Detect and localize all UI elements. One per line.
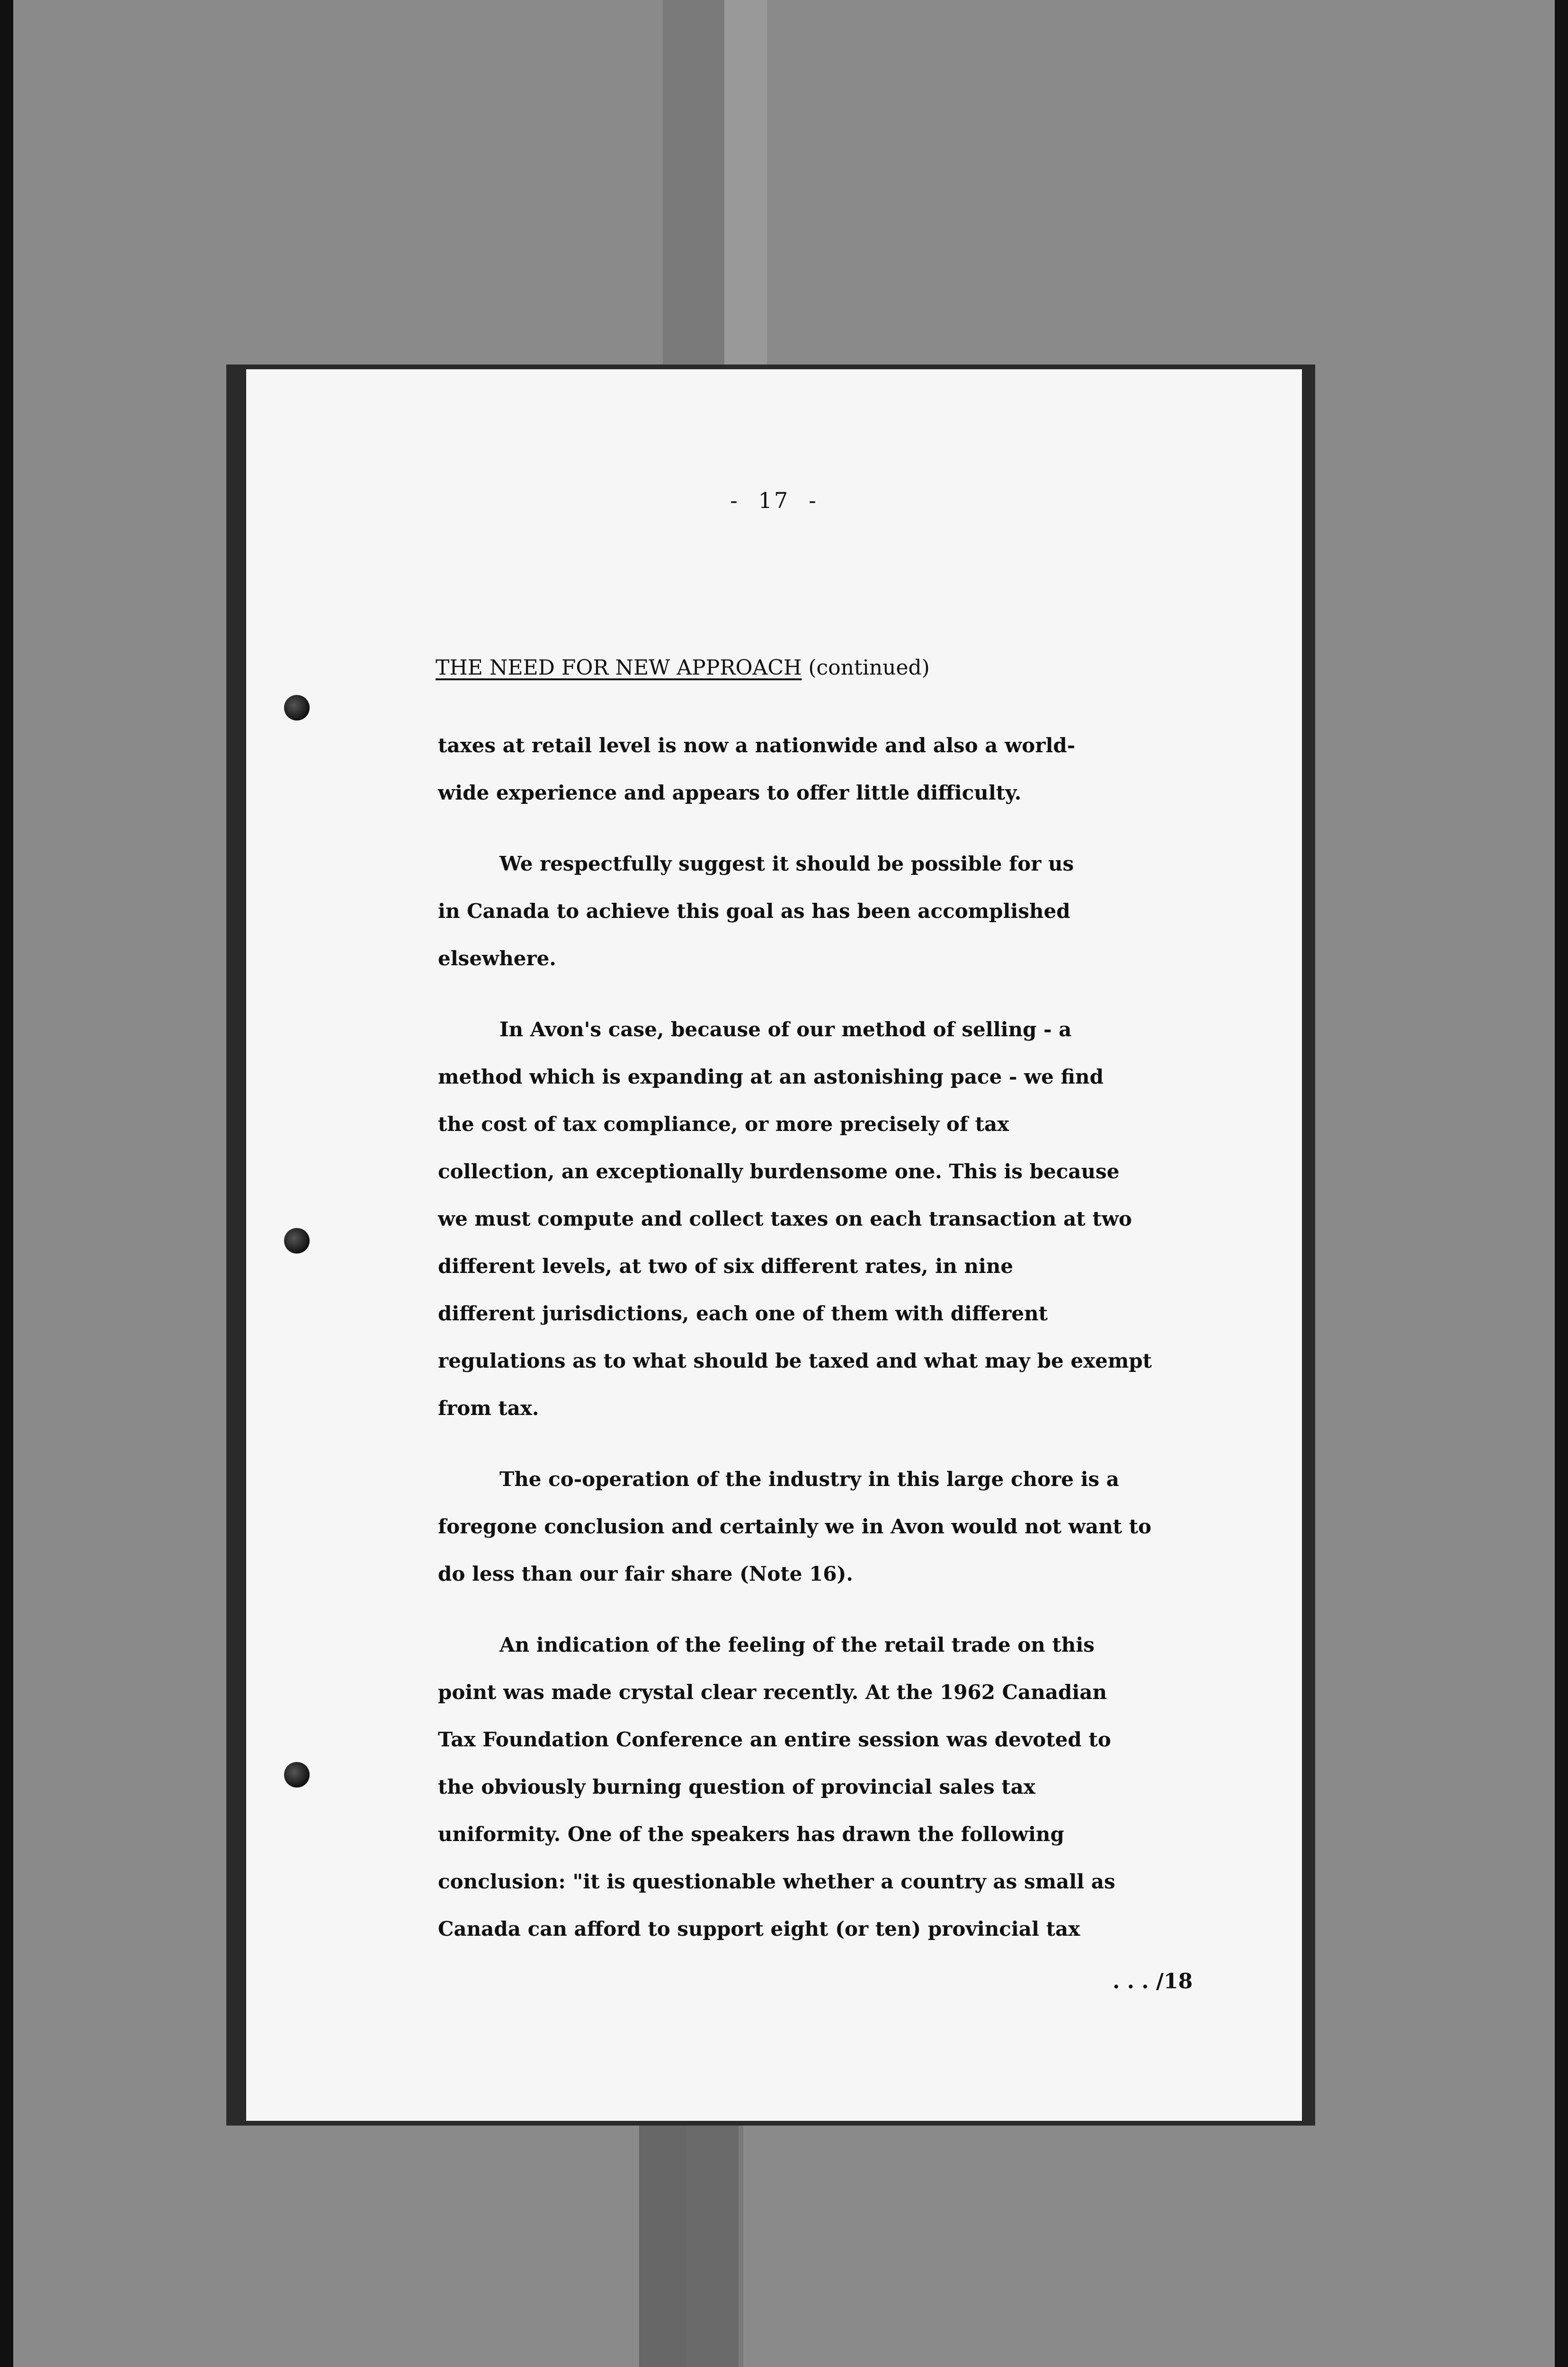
line-text: The co-operation of the industry in this large chore is a <box>499 1468 1120 1491</box>
line-text: An indication of the feeling of the retail trade on this <box>499 1633 1095 1656</box>
paragraph <box>438 840 1120 982</box>
text-line <box>438 1621 1120 1669</box>
text-line <box>438 1290 1120 1337</box>
section-heading <box>436 656 930 680</box>
line-text: In Avon's case, because of our method of selling - a <box>499 1018 1072 1041</box>
line-text: collection, an exceptionally burdensome one. This is because <box>438 1160 1120 1183</box>
line-text: uniformity. One of the speakers has drawn the following <box>438 1823 1064 1846</box>
body-text <box>438 722 1152 1976</box>
text-line <box>438 1006 1120 1053</box>
text-line <box>438 1456 1120 1503</box>
punch-hole <box>284 1228 310 1254</box>
line-text: point was made crystal clear recently. At the 1962 Canadian <box>438 1681 1107 1704</box>
text-line <box>438 840 1120 888</box>
text-line <box>438 722 1120 769</box>
line-text: We respectfully suggest it should be possible for us <box>499 852 1074 875</box>
heading-title: THE NEED FOR NEW APPROACH <box>436 656 802 680</box>
text-line <box>438 1811 1120 1858</box>
film-edge-right <box>1555 0 1568 2367</box>
text-line <box>438 1243 1120 1290</box>
line-text: wide experience and appears to offer little difficulty. <box>438 781 1022 804</box>
text-line <box>438 1337 1152 1385</box>
text-line <box>438 1101 1120 1148</box>
line-text: from tax. <box>438 1397 539 1420</box>
text-line <box>438 1763 1120 1811</box>
text-line <box>438 935 1120 982</box>
paragraph <box>438 722 1120 817</box>
line-text: regulations as to what should be taxed and what may be exempt <box>438 1349 1152 1372</box>
text-line <box>438 1550 1120 1598</box>
text-line <box>438 1053 1120 1101</box>
backing-strip <box>663 0 724 369</box>
line-text: we must compute and collect taxes on each transaction at two <box>438 1207 1132 1230</box>
heading-suffix: (continued) <box>808 656 930 680</box>
line-text: Canada can afford to support eight (or ten) provincial tax <box>438 1917 1080 1940</box>
text-line <box>438 1669 1120 1716</box>
backing-strip <box>724 0 767 369</box>
line-text: do less than our fair share (Note 16). <box>438 1562 854 1585</box>
line-text: method which is expanding at an astonishing pace - we find <box>438 1065 1104 1088</box>
backing-strip <box>686 2121 743 2367</box>
line-text: Tax Foundation Conference an entire session was devoted to <box>438 1728 1111 1751</box>
line-text: the cost of tax compliance, or more precisely of tax <box>438 1112 1009 1136</box>
page-number: - 17 - <box>730 488 818 513</box>
text-line <box>438 1716 1120 1763</box>
punch-hole <box>284 1762 310 1788</box>
film-edge-left <box>0 0 13 2367</box>
text-line <box>438 769 1120 817</box>
paragraph <box>438 1006 1152 1432</box>
continuation-marker: . . . /18 <box>1113 1969 1193 1993</box>
text-line <box>438 1195 1132 1243</box>
line-text: foregone conclusion and certainly we in Avon would not want to <box>438 1515 1152 1538</box>
paragraph <box>438 1456 1152 1598</box>
line-text: different levels, at two of six different rates, in nine <box>438 1255 1014 1278</box>
line-text: taxes at retail level is now a nationwide and also a world- <box>438 734 1076 757</box>
text-line <box>438 1905 1120 1953</box>
line-text: conclusion: "it is questionable whether a country as small as <box>438 1870 1115 1893</box>
line-text: the obviously burning question of provincial sales tax <box>438 1775 1035 1798</box>
line-text: in Canada to achieve this goal as has been accomplished <box>438 899 1070 923</box>
text-line <box>438 1385 1120 1432</box>
line-text: elsewhere. <box>438 947 556 970</box>
text-line <box>438 888 1120 935</box>
punch-hole <box>284 695 310 721</box>
text-line <box>438 1858 1120 1905</box>
text-line <box>438 1148 1120 1195</box>
text-line <box>438 1503 1152 1550</box>
line-text: different jurisdictions, each one of them with different <box>438 1302 1048 1325</box>
paragraph <box>438 1621 1120 1953</box>
document-page <box>246 369 1302 2121</box>
